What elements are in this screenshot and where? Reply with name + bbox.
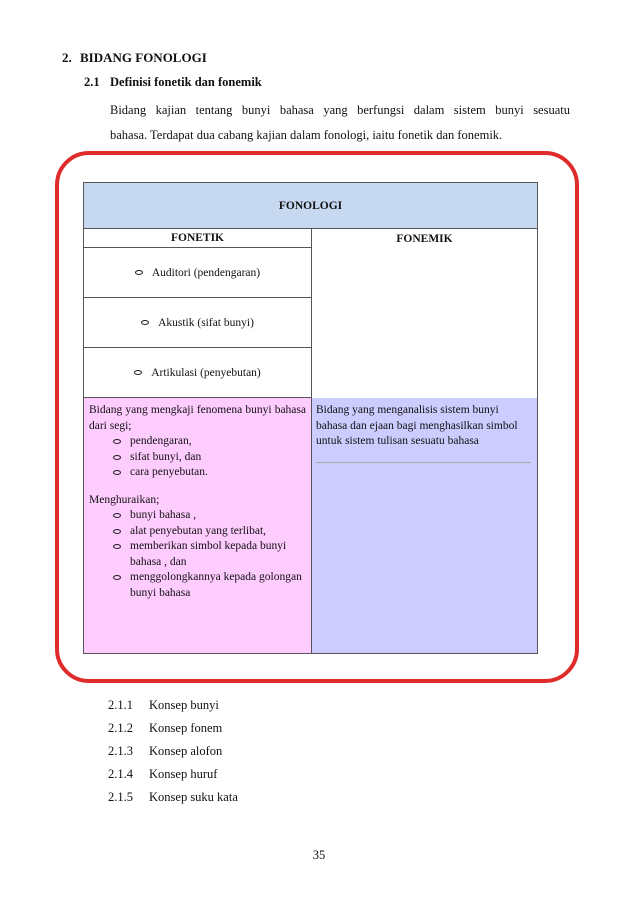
list-item: 2.1.3 Konsep alofon: [108, 744, 223, 758]
list-item: 2.1.5 Konsep suku kata: [108, 790, 238, 804]
list-item: 2.1.4 Konsep huruf: [108, 767, 218, 781]
intro-line-2: bahasa. Terdapat dua cabang kajian dalam fonologi, iaitu fonetik dan fonemik.: [110, 128, 503, 142]
intro-paragraph: [110, 98, 570, 148]
fonologi-table: [83, 182, 538, 654]
table-title: FONOLOGI: [84, 183, 537, 229]
bullet-icon: [113, 544, 121, 549]
subsection-title: Definisi fonetik dan fonemik: [110, 75, 262, 89]
list-item: menggolongkannya kepada golongan bunyi bahasa: [113, 570, 306, 601]
fonemik-description: Bidang yang menganalisis sistem bunyi bahasa dan ejaan bagi menghasilkan simbol untuk sistem tulisan sesuatu bahasa: [316, 403, 531, 463]
subsection-heading: [84, 75, 262, 90]
fonetik-item-label: Auditori (pendengaran): [151, 266, 261, 279]
subsection-number: 2.1: [84, 75, 100, 89]
section-title: BIDANG FONOLOGI: [80, 50, 207, 65]
list-item: bunyi bahasa ,: [113, 508, 306, 524]
section-number: 2.: [62, 50, 72, 65]
fonetik-item: [84, 348, 312, 398]
bullet-icon: [113, 575, 121, 580]
bullet-icon: [113, 529, 121, 534]
page-number: 35: [312, 848, 326, 862]
list-item: memberikan simbol kepada bunyi bahasa , dan: [113, 539, 306, 570]
fonetik-item-label: Artikulasi (penyebutan): [151, 366, 261, 379]
bullet-icon: [141, 320, 149, 325]
bullet-icon: [113, 455, 121, 460]
fonemik-description-box: [312, 398, 537, 653]
fonetik-item: [84, 248, 312, 298]
bullet-icon: [135, 270, 143, 275]
bullet-icon: [113, 513, 121, 518]
list-item: alat penyebutan yang terlibat,: [113, 524, 306, 540]
bullet-icon: [113, 470, 121, 475]
fonetik-item: [84, 298, 312, 348]
list-item: sifat bunyi, dan: [113, 450, 306, 466]
fonetik-header: FONETIK: [84, 229, 312, 248]
fonetik-item-label: Akustik (sifat bunyi): [158, 316, 254, 329]
intro-line-1: Bidang kajian tentang bunyi bahasa yang berfungsi dalam sistem bunyi sesuatu: [110, 103, 570, 117]
list-item: cara penyebutan.: [113, 465, 306, 481]
list-item: 2.1.2 Konsep fonem: [108, 721, 223, 735]
bullet-icon: [113, 439, 121, 444]
fonemik-header: FONEMIK: [396, 232, 453, 245]
list-item: pendengaran,: [113, 434, 306, 450]
menghuraikan-label: Menghuraikan;: [89, 493, 160, 506]
fonetik-description: Bidang yang mengkaji fenomena bunyi bahasa dari segi;: [89, 404, 306, 432]
section-heading: [62, 50, 207, 66]
bullet-icon: [134, 370, 142, 375]
list-item: 2.1.1 Konsep bunyi: [108, 698, 219, 712]
fonetik-description-box: [84, 398, 312, 653]
